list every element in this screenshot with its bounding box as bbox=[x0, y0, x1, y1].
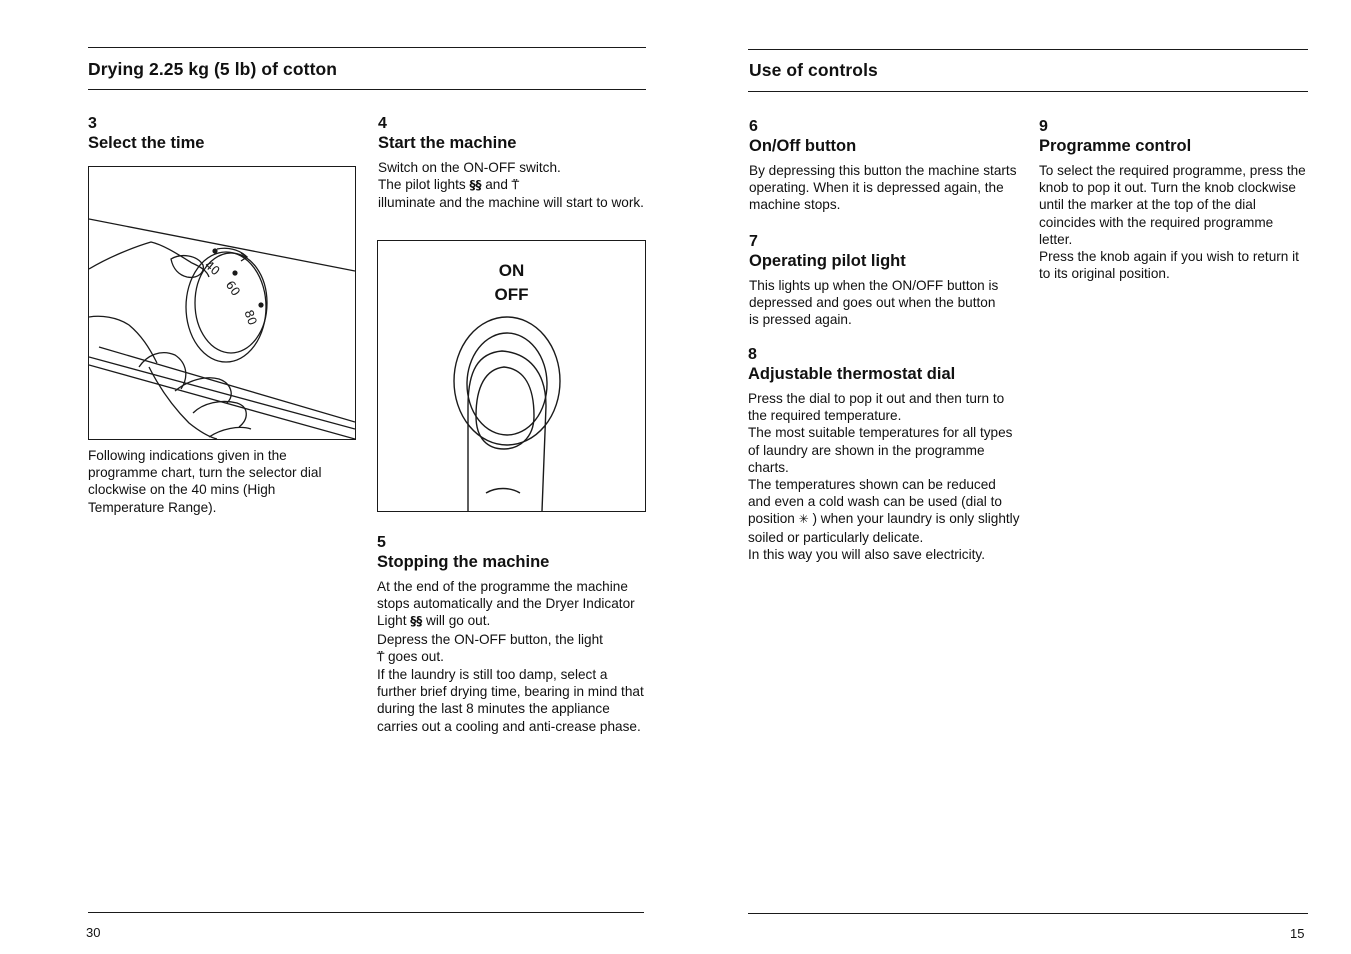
on-off-button-illustration bbox=[377, 240, 646, 512]
section-title: Start the machine bbox=[378, 134, 517, 152]
paragraph bbox=[748, 390, 1020, 563]
header-rule-top bbox=[748, 49, 1308, 50]
paragraph bbox=[378, 159, 646, 212]
section-title: Stopping the machine bbox=[377, 553, 550, 571]
right-page bbox=[676, 0, 1351, 954]
section-select-time bbox=[88, 114, 358, 159]
page-number: 30 bbox=[86, 925, 101, 940]
section-on-off-button bbox=[749, 117, 1017, 214]
text-fragment: will go out. bbox=[426, 613, 491, 629]
dryer-indicator-icon: §§ bbox=[469, 178, 482, 193]
hand-turning-dial-drawing bbox=[89, 167, 355, 439]
dial-illustration bbox=[88, 166, 356, 440]
text-fragment: illuminate and the machine will start to work. bbox=[378, 195, 644, 211]
text-fragment: The pilot lights bbox=[378, 177, 466, 193]
dial-mark-40: 40 bbox=[201, 257, 223, 279]
section-select-time-body bbox=[88, 447, 350, 516]
dryer-indicator-icon: §§ bbox=[410, 614, 423, 629]
paragraph: By depressing this button the machine starts operating. When it is depressed again, the machine stops. bbox=[749, 163, 1017, 213]
section-number: 5 bbox=[377, 534, 386, 551]
text-fragment: At the end of the programme the machine stops automatically and the Dryer Indicator Light bbox=[377, 579, 635, 629]
section-start-machine bbox=[378, 114, 646, 212]
page-number: 15 bbox=[1290, 926, 1305, 941]
text-fragment: and bbox=[485, 177, 508, 193]
section-title: Adjustable thermostat dial bbox=[748, 365, 956, 383]
mains-pilot-icon: ⍡ bbox=[377, 649, 385, 664]
off-label: OFF bbox=[494, 285, 529, 304]
section-number: 7 bbox=[749, 233, 758, 250]
text-fragment: Switch on the ON-OFF switch. bbox=[378, 160, 561, 175]
page-title: Use of controls bbox=[749, 60, 878, 80]
dial-mark-80: 80 bbox=[241, 307, 260, 328]
header-rule-top bbox=[88, 47, 646, 48]
header-rule-bottom bbox=[88, 89, 646, 90]
paragraph bbox=[377, 578, 645, 735]
section-operating-pilot-light bbox=[749, 232, 999, 329]
page-title: Drying 2.25 kg (5 lb) of cotton bbox=[88, 59, 338, 79]
paragraph: This lights up when the ON/OFF button is depressed and goes out when the button is pressed again. bbox=[749, 278, 999, 328]
section-title: Select the time bbox=[88, 134, 205, 152]
paragraph: Following indications given in the programme chart, turn the selector dial clockwise on the 40 mins (High Temperature Range). bbox=[88, 448, 322, 515]
section-programme-control bbox=[1039, 117, 1309, 282]
text-fragment: Press the dial to pop it out and then turn to the required temperature. bbox=[748, 391, 1005, 424]
text-fragment: goes out. bbox=[387, 648, 444, 664]
section-number: 9 bbox=[1039, 118, 1048, 135]
header-rule-bottom bbox=[748, 91, 1308, 92]
section-number: 6 bbox=[749, 118, 758, 135]
section-number: 8 bbox=[748, 346, 757, 363]
dial-mark-60: 60 bbox=[222, 278, 244, 299]
text-fragment: The temperatures shown can be reduced and even a cold wash can be used (dial to position bbox=[748, 477, 1002, 527]
section-thermostat-dial bbox=[748, 345, 1020, 563]
text-fragment: The most suitable temperatures for all types of laundry are shown in the programme charts. bbox=[748, 425, 1013, 475]
section-number: 3 bbox=[88, 115, 97, 132]
snowflake-icon: ✳ bbox=[798, 512, 809, 527]
mains-pilot-icon: ⍡ bbox=[511, 178, 519, 193]
section-number: 4 bbox=[378, 115, 387, 132]
text-fragment: If the laundry is still too damp, select a further brief drying time, bearing in mind that during the last 8 minutes the appliance carries out a cooling and anti-crease phase. bbox=[377, 667, 644, 734]
section-stopping-machine bbox=[377, 533, 645, 735]
text-fragment: To select the required programme, press the knob to pop it out. Turn the knob clockwise until the marker at the top of the dial coincides with the required programme letter. bbox=[1039, 163, 1306, 247]
footer-rule bbox=[748, 913, 1308, 914]
text-fragment: ) when your laundry is only slightly soiled or particularly delicate. bbox=[748, 511, 1020, 545]
section-title: On/Off button bbox=[749, 137, 857, 155]
text-fragment: Depress the ON-OFF button, the light bbox=[377, 631, 603, 647]
on-label: ON bbox=[498, 261, 525, 280]
finger-pressing-button-drawing bbox=[378, 241, 645, 511]
section-title: Programme control bbox=[1039, 137, 1192, 155]
text-fragment: Press the knob again if you wish to return it to its original position. bbox=[1039, 249, 1299, 282]
paragraph bbox=[1039, 162, 1309, 282]
footer-rule bbox=[88, 912, 644, 913]
text-fragment: In this way you will also save electricity. bbox=[748, 546, 985, 562]
section-title: Operating pilot light bbox=[749, 252, 906, 270]
